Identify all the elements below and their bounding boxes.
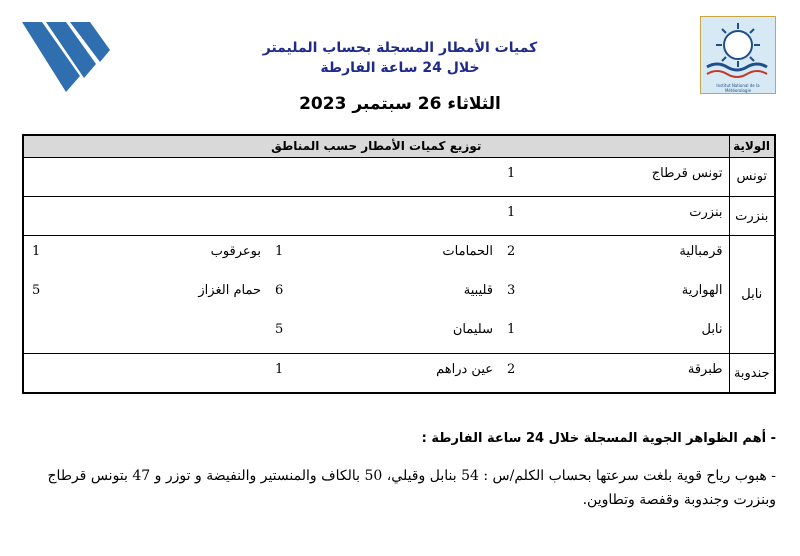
report-date: الثلاثاء 26 سبتمبر 2023 <box>299 94 501 114</box>
location-cell: حمام الغزاز <box>198 283 262 299</box>
table-row <box>23 275 775 314</box>
rainfall-value: 1 <box>507 165 516 181</box>
rainfall-value: 1 <box>499 197 555 236</box>
governorate-cell: جندوبة <box>729 354 775 393</box>
governorate-cell: بنزرت <box>729 197 775 236</box>
table-row <box>23 157 775 196</box>
location-cell: طبرقة <box>555 354 729 393</box>
location-cell: بوعرقوب <box>83 236 267 275</box>
rainfall-value <box>23 354 83 393</box>
location-cell <box>83 354 267 393</box>
governorate-column-header: الولاية <box>729 135 775 157</box>
diagonal-stripes-logo <box>20 14 112 96</box>
location-cell: قرمبالية <box>555 236 729 275</box>
rainfall-value <box>23 314 83 353</box>
rainfall-value <box>267 157 323 196</box>
rainfall-value: 3 <box>507 283 516 299</box>
logo-caption: Institut National de la Météorologie <box>716 83 760 93</box>
location-cell: الهوارية <box>681 283 723 299</box>
rainfall-value: 5 <box>275 322 284 338</box>
weather-phenomena-note: - هبوب رياح قوية بلغت سرعتها بحساب الكلم/س : 54 بنابل وقيلي، 50 بالكاف والمنستير والنفيضة و توزر و 47 بتونس قرطاج وبنزرت وجندوبة وقفصة وتطاوين. <box>47 468 776 508</box>
rainfall-value: 6 <box>275 283 284 299</box>
location-cell: قليبية <box>463 283 494 299</box>
location-cell: بنزرت <box>555 197 729 236</box>
location-cell <box>323 197 499 236</box>
location-cell: تونس قرطاج <box>651 165 723 181</box>
location-cell <box>83 197 267 236</box>
rainfall-value: 1 <box>267 236 323 275</box>
rainfall-value: 1 <box>23 236 83 275</box>
location-cell <box>83 157 267 196</box>
governorate-cell: تونس <box>729 157 775 196</box>
meteorology-institute-logo <box>700 16 776 94</box>
rainfall-value <box>23 157 83 196</box>
location-cell: نابل <box>701 322 723 338</box>
rainfall-value: 2 <box>499 354 555 393</box>
location-cell: سليمان <box>452 322 494 338</box>
location-cell <box>83 314 267 353</box>
rainfall-value <box>23 197 83 236</box>
governorate-cell: نابل <box>729 236 775 354</box>
page-title: كميات الأمطار المسجلة بحساب المليمتر <box>262 40 538 56</box>
table-header-row <box>23 135 775 157</box>
table-row <box>23 314 775 353</box>
location-cell: الحمامات <box>323 236 499 275</box>
weather-phenomena-heading: - أهم الظواهر الجوية المسجلة خلال 24 ساعة الفارطة : <box>421 431 776 446</box>
table-row <box>23 354 775 393</box>
sun-wave-emblem-icon <box>701 17 775 93</box>
page-subtitle: خلال 24 ساعة الفارطة <box>320 60 480 76</box>
rainfall-value: 1 <box>507 322 516 338</box>
rainfall-value <box>267 197 323 236</box>
table-row <box>23 197 775 236</box>
rainfall-value: 2 <box>499 236 555 275</box>
rainfall-value: 5 <box>32 283 41 299</box>
table-row <box>23 236 775 275</box>
distribution-column-header: توزيع كميات الأمطار حسب المناطق <box>23 135 729 157</box>
rainfall-table <box>22 134 776 394</box>
rainfall-value: 1 <box>267 354 323 393</box>
location-cell: عين دراهم <box>323 354 499 393</box>
location-cell <box>323 157 499 196</box>
